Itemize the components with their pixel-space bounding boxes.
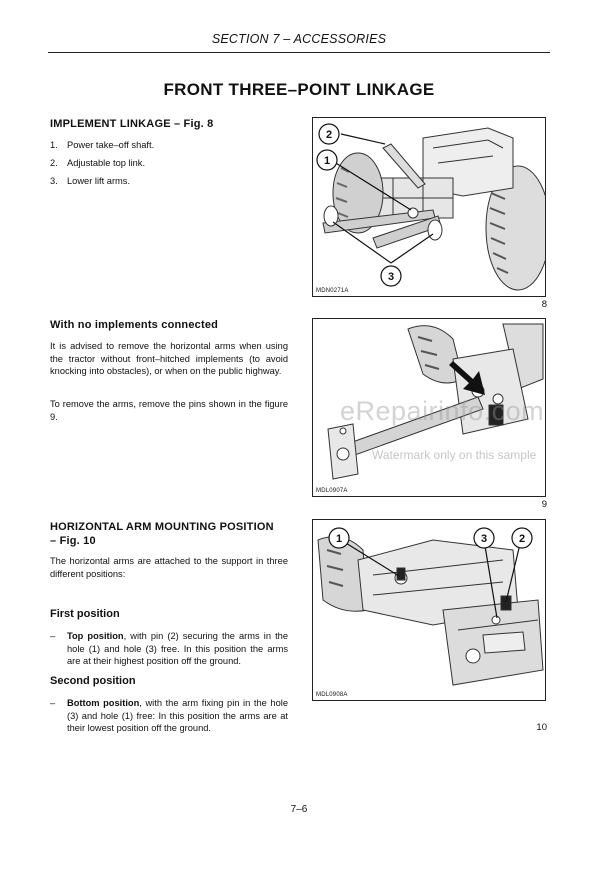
list-item: 2. Adjustable top link. [50, 158, 146, 168]
horizontal-arm-para: The horizontal arms are attached to the support in three different positions: [50, 556, 288, 579]
second-position-heading: Second position [50, 675, 136, 687]
figure-number: 8 [541, 299, 547, 310]
figure-code: MDN0271A [316, 288, 349, 294]
callout-label: 2 [325, 129, 333, 141]
callout-label: 3 [387, 271, 395, 283]
no-implements-para2: To remove the arms, remove the pins shown in the figure 9. [50, 399, 288, 422]
figure-8-illustration [313, 118, 545, 296]
watermark: eRepairinfo.com [340, 396, 545, 426]
figure-10-illustration [313, 520, 545, 700]
callout-label: 1 [335, 533, 343, 545]
header-divider [48, 52, 550, 53]
callout-label: 3 [480, 533, 488, 545]
figure-code: MDL0908A [316, 692, 348, 698]
callout-label: 2 [518, 533, 526, 545]
first-position-item: – Top position, with pin (2) securing the arms in the hole (1) and hole (3) free. In this position the arms are at their highest position off the ground. [50, 631, 288, 667]
second-position-item: – Bottom position, with the arm fixing pin in the hole (3) and hole (1) free: In this position the arms are at their lowest position off the ground. [50, 698, 288, 734]
no-implements-heading: With no implements connected [50, 319, 219, 331]
figure-10 [312, 519, 546, 701]
figure-8 [312, 117, 546, 297]
list-item: 3. Lower lift arms. [50, 176, 131, 186]
implement-linkage-list [50, 140, 288, 194]
figure-number: 9 [541, 499, 547, 510]
figure-number: 10 [536, 722, 547, 733]
implement-linkage-heading: IMPLEMENT LINKAGE – Fig. 8 [50, 118, 214, 130]
page-number: 7–6 [290, 804, 308, 815]
figure-code: MDL0907A [316, 488, 348, 494]
horizontal-arm-heading: HORIZONTAL ARM MOUNTING POSITION – Fig. 10 [50, 521, 274, 547]
list-item: 1. Power take–off shaft. [50, 140, 155, 150]
no-implements-para1: It is advised to remove the horizontal arms when using the tractor without front–hitched implements (to avoid knocking into obstacles), or when on the public highway. [50, 341, 288, 377]
first-position-heading: First position [50, 608, 120, 620]
watermark-note: Watermark only on this sample [372, 448, 537, 462]
callout-label: 1 [323, 155, 331, 167]
section-header: SECTION 7 – ACCESSORIES [211, 32, 387, 46]
page-title: FRONT THREE–POINT LINKAGE [163, 80, 435, 99]
